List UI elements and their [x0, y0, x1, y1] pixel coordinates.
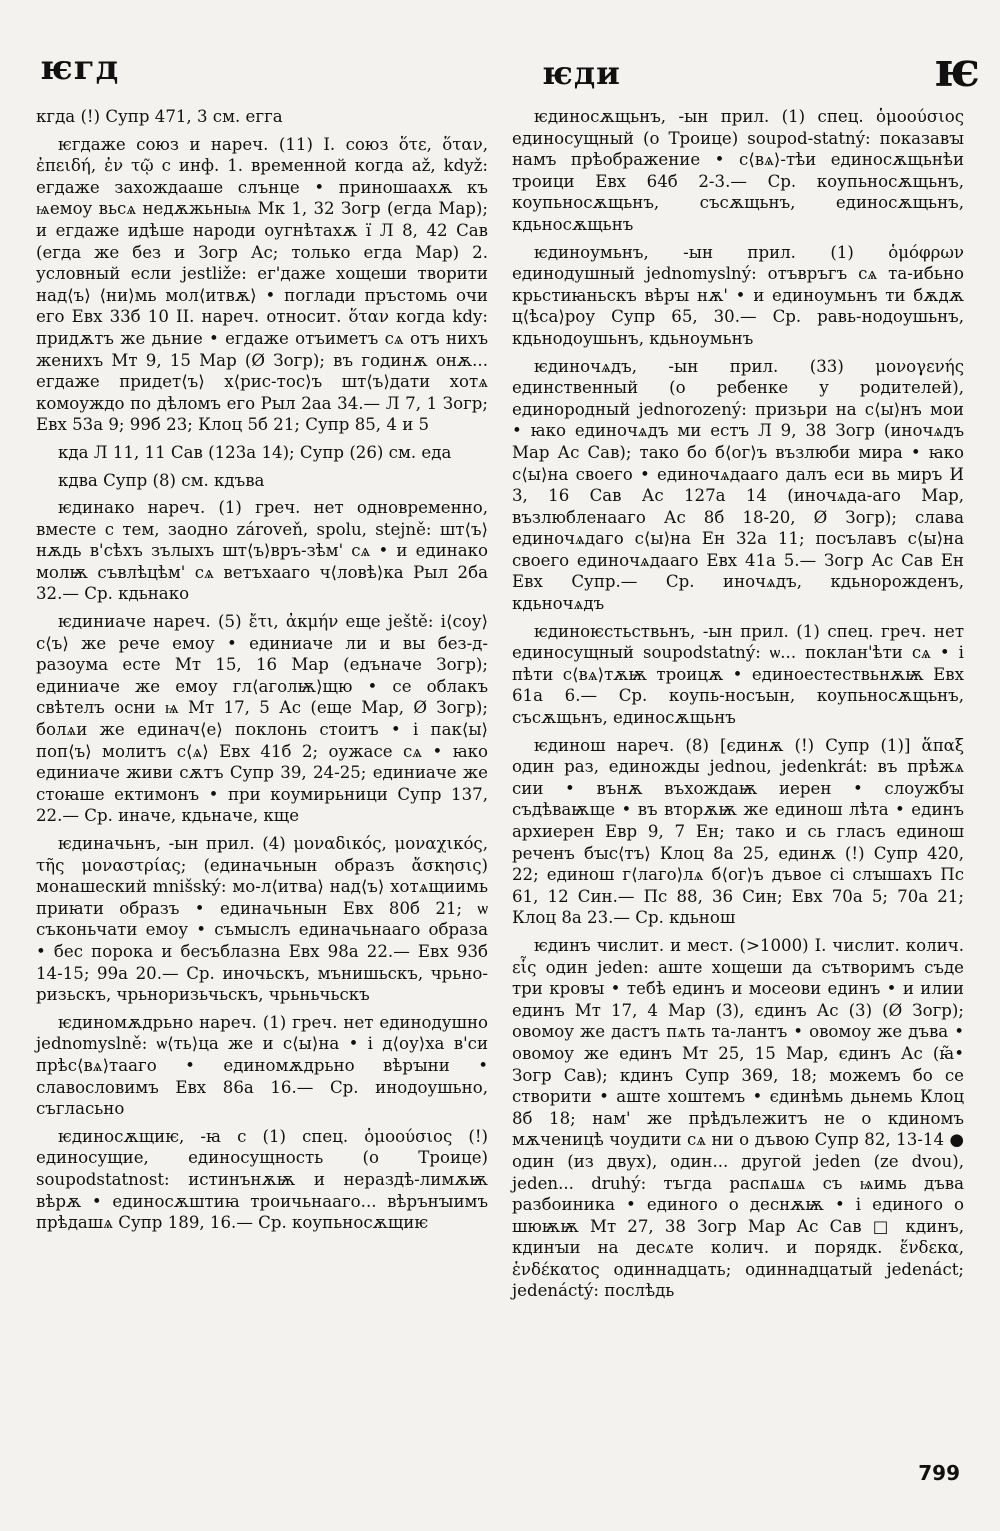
dictionary-entry: ѥдиноумьнъ, -ын прил. (1) ὁμόφρων единодушный jednomyslný: отъвръгъ сѧ та-ибьно крьстиꙗньскъ вѣрꙑ нѫ' • и единоумьнъ ти бѫдѫ ц⟨ѣса⟩роу Супр 65, 30.— Ср. равь-нодоушьнъ, кдьнодоушьнъ, кдьноумьнъ	[512, 242, 964, 348]
dictionary-entry: ѥдиниаче нареч. (5) ἔτι, ἀκμήν еще ještě: і⟨соу⟩с⟨ъ⟩ же рече емоу • единиаче ли и вы без-д-разоума есте Мт 15, 16 Мар (едъначе Зогр); единиаче же емоу гл⟨аголѭ⟩щю • се облакъ свѣтелъ осни ѩ Мт 17, 5 Ас (еще Мар, Ø Зогр); болѧи же единач⟨е⟩ поклонь стоитъ • і пак⟨ы⟩ поп⟨ъ⟩ молитъ с⟨ѧ⟩ Евх 41б 2; оужасе сѧ • ꙗко единиаче живи сѫтъ Супр 39, 24-25; единиаче же стоꙗше ектимонъ • при коумирьници Супр 137, 22.— Ср. иначе, кдьначе, кще	[36, 612, 488, 826]
dictionary-entry: ѥдиночѧдъ, -ын прил. (33) μονογενής единственный (о ребенке у родителей), единородный jednorozený: призьри на с⟨ы⟩нъ мои • ꙗко единочѧдъ ми естъ Л 9, 38 Зогр (иночѧдъ Мар Ас Сав); тако бо б⟨ог⟩ъ възлюби мира • ꙗко с⟨ы⟩на своего • единочѧдааго далъ еси вь миръ И 3, 16 Сав Ас 127а 14 (иночѧда-аго Мар, възлюбленааго Ас 8б 18-20, Ø Зогр); слава единочѧдаго с⟨ы⟩на Ен 32а 11; посълавъ с⟨ы⟩на своего единочѧдааго Евх 41а 5.— Зогр Ас Сав Ен Евх Супр.— Ср. иночѧдъ, кдьнорожденъ, кдьночѧдъ	[512, 356, 964, 614]
dictionary-entry: ѥдинош нареч. (8) [єдинѫ (!) Супр (1)] ἅπαξ один раз, единожды jednou, jedenkrát: въ прѣжѧ сии • вънѫ въхождаѭ иерен • слоужбꙑ съдѣваѭще • въ вторѫѭ же единош лѣта • единъ архиерен Евр 9, 7 Ен; тако и сь гласъ единош реченъ бꙑс⟨тъ⟩ Клоц 8а 25, единѫ (!) Супр 420, 22; единош г⟨лаго⟩лѧ б⟨ог⟩ъ дъвое сі слꙑшахъ Пс 61, 12 Син.— Пс 88, 36 Син; Евх 70а 5; 70а 21; Клоц 8а 23.— Ср. кдьнош	[512, 735, 964, 928]
dictionary-entry: ѥдиначьнъ, -ын прил. (4) μοναδικός, μοναχικός, τῆς μοναστρίας; (единачьнын образъ ἄσκησις) монашеский mnišský: мо-л⟨итва⟩ над⟨ъ⟩ хотѧщиимь приꙗти образъ • единачьнын Евх 80б 21; ѡ съконьчати емоу • съмыслъ единачьнааго образа • бес порока и бесъблазна Евх 98а 22.— Евх 93б 14-15; 99а 20.— Ср. иночьскъ, мънишьскъ, чрьно-ризьскъ, чрьноризьчьскъ, чрьньчьскъ	[36, 834, 488, 1005]
dictionary-entry: ѥдиномѫдрьно нареч. (1) греч. нет единодушно jednomyslně: ѡ⟨ть⟩ца же и с⟨ы⟩на • і д⟨оу⟩ха в'си прѣс⟨вѧ⟩тааго • единомѫдрьно вѣрꙑни • славословимъ Евх 86а 16.— Ср. инодоушьно, съгласьно	[36, 1012, 488, 1119]
dictionary-entry: ѥдиноѥстьствьнъ, -ын прил. (1) спец. греч. нет единосущный soupodstatný: ѡ... поклан'ѣти сѧ • і пѣти с⟨вѧ⟩тѫѭ троицѫ • единоестествьнѫѭ Евх 61а 6.— Ср. коупь-носъын, коупьносѫщьнъ, съсѫщьнъ, единосѫщьнъ	[512, 621, 964, 728]
running-head-letter: ѥ	[933, 42, 980, 98]
right-column	[512, 106, 964, 1308]
dictionary-entry: ѥдиносѫщьнъ, -ын прил. (1) спец. ὁμοούσιος единосущный (о Троице) soupod-statný: показавꙑ намъ прѣображение • с⟨вѧ⟩-тѣи единосѫщьнѣи троици Евх 64б 2-3.— Ср. коупьносѫщьнъ, коупьносѫщьнъ, съсѫщьнъ, единосѫщьнъ, кдьносѫщьнъ	[512, 107, 964, 234]
dictionary-entry: ѥдиносѫщиѥ, -ꙗ с (1) спец. ὁμοούσιος (!) единосущие, единосущность (о Троице) soupodstatnost: истинънѫѭ и нераздѣ-лимѫѭ вѣрѫ • единосѫштиꙗ троичьнааго... вѣрънꙑимъ прѣдашѧ Супр 189, 16.— Ср. коупьносѫщиѥ	[36, 1126, 488, 1233]
dictionary-entry: кгда (!) Супр 471, 3 см. егга	[36, 107, 283, 126]
dictionary-entry: ѥдинъ числит. и мест. (>1000) I. числит. колич. εἷς один jeden: аште хощеши да сътворимъ съде три кровꙑ • тебѣ единъ и мосеови единъ • и илии единъ Мт 17, 4 Мар (3), єдинъ Ас (3) (Ø Зогр); овомоу же дастъ пѧть та-лантъ • овомоу же дъва • овомоу же единъ Мт 25, 15 Мар, єдинъ Ас (ꙗ̃• Зогр Сав); кдинъ Супр 369, 18; можемъ бо се створити • аште хоштемъ • єдинѣмь дьнемь Клоц 8б 18; нам' же прѣдълежитъ не о кдиномъ мѫченицѣ чоудити сѧ ни о дъвою Супр 82, 13-14 ● один (из двух), один... другой jeden (ze dvou), jeden... druhý: тъгда распѧшѧ съ ѩимь дъва разбоиника • единого о деснѫѭ • і единого о шюѭѭ Мт 27, 38 Зогр Мар Ас Сав □ кдинъ, кдинꙑи на десѧте колич. и порядк. ἕνδεκα, ἑνδέκατος одиннадцать; одиннадцатый jedenáct; jedenáctý: послѣдь	[512, 935, 964, 1301]
dictionary-entry: ѥдинако нареч. (1) греч. нет одновременно, вместе с тем, заодно zároveň, spolu, stejně: шт⟨ъ⟩нѫдь в'сѣхъ зълыхъ шт⟨ъ⟩връ-зѣм' сѧ • и единако молѭ съвлѣцѣм' сѧ ветъхааго ч⟨ловѣ⟩ка Рыл 2ба 32.— Ср. кдьнако	[36, 498, 488, 604]
left-column	[36, 106, 488, 1240]
running-head-left: ѥгд	[40, 48, 120, 88]
dictionary-entry: кда Л 11, 11 Сав (123а 14); Супр (26) см. еда	[58, 442, 452, 462]
running-head	[40, 38, 980, 98]
running-head-center: ѥди	[542, 54, 621, 92]
dictionary-entry: кдва Супр (8) см. кдъва	[58, 470, 265, 490]
dictionary-entry: ѥгдаже союз и нареч. (11) I. союз ὅτε, ὅταν, ἐπειδή, ἐν τῷ с инф. 1. временной когда až, když: егдаже захождааше слънце • приношаахѫ къ ѩемоу вьсѧ недѫжьныѩ Мк 1, 32 Зогр (егда Мар); и егдаже идѣше народи оугнѣтахѫ ї Л 8, 42 Сав (егда же без и Зогр Ас; только егда Мар) 2. условный если jestliže: ег'даже хощеши творити над⟨ъ⟩ ⟨ни⟩мь мол⟨итвѫ⟩ • поглади пръстомь очи его Евх 33б 10 II. нареч. относит. ὅταν когда kdy: придѫтъ же дьние • егдаже отъиметъ сѧ отъ нихъ женихъ Мт 9, 15 Мар (Ø Зогр); въ годинѫ онѫ... егдаже придет⟨ъ⟩ х⟨рис-тос⟩ъ шт⟨ъ⟩дати хотѧ комоуждо по дѣломъ его Рыл 2аа 34.— Л 7, 1 Зогр; Евх 53а 9; 99б 23; Клоц 5б 21; Супр 85, 4 и 5	[36, 134, 488, 435]
page-number: 799	[918, 1461, 960, 1485]
